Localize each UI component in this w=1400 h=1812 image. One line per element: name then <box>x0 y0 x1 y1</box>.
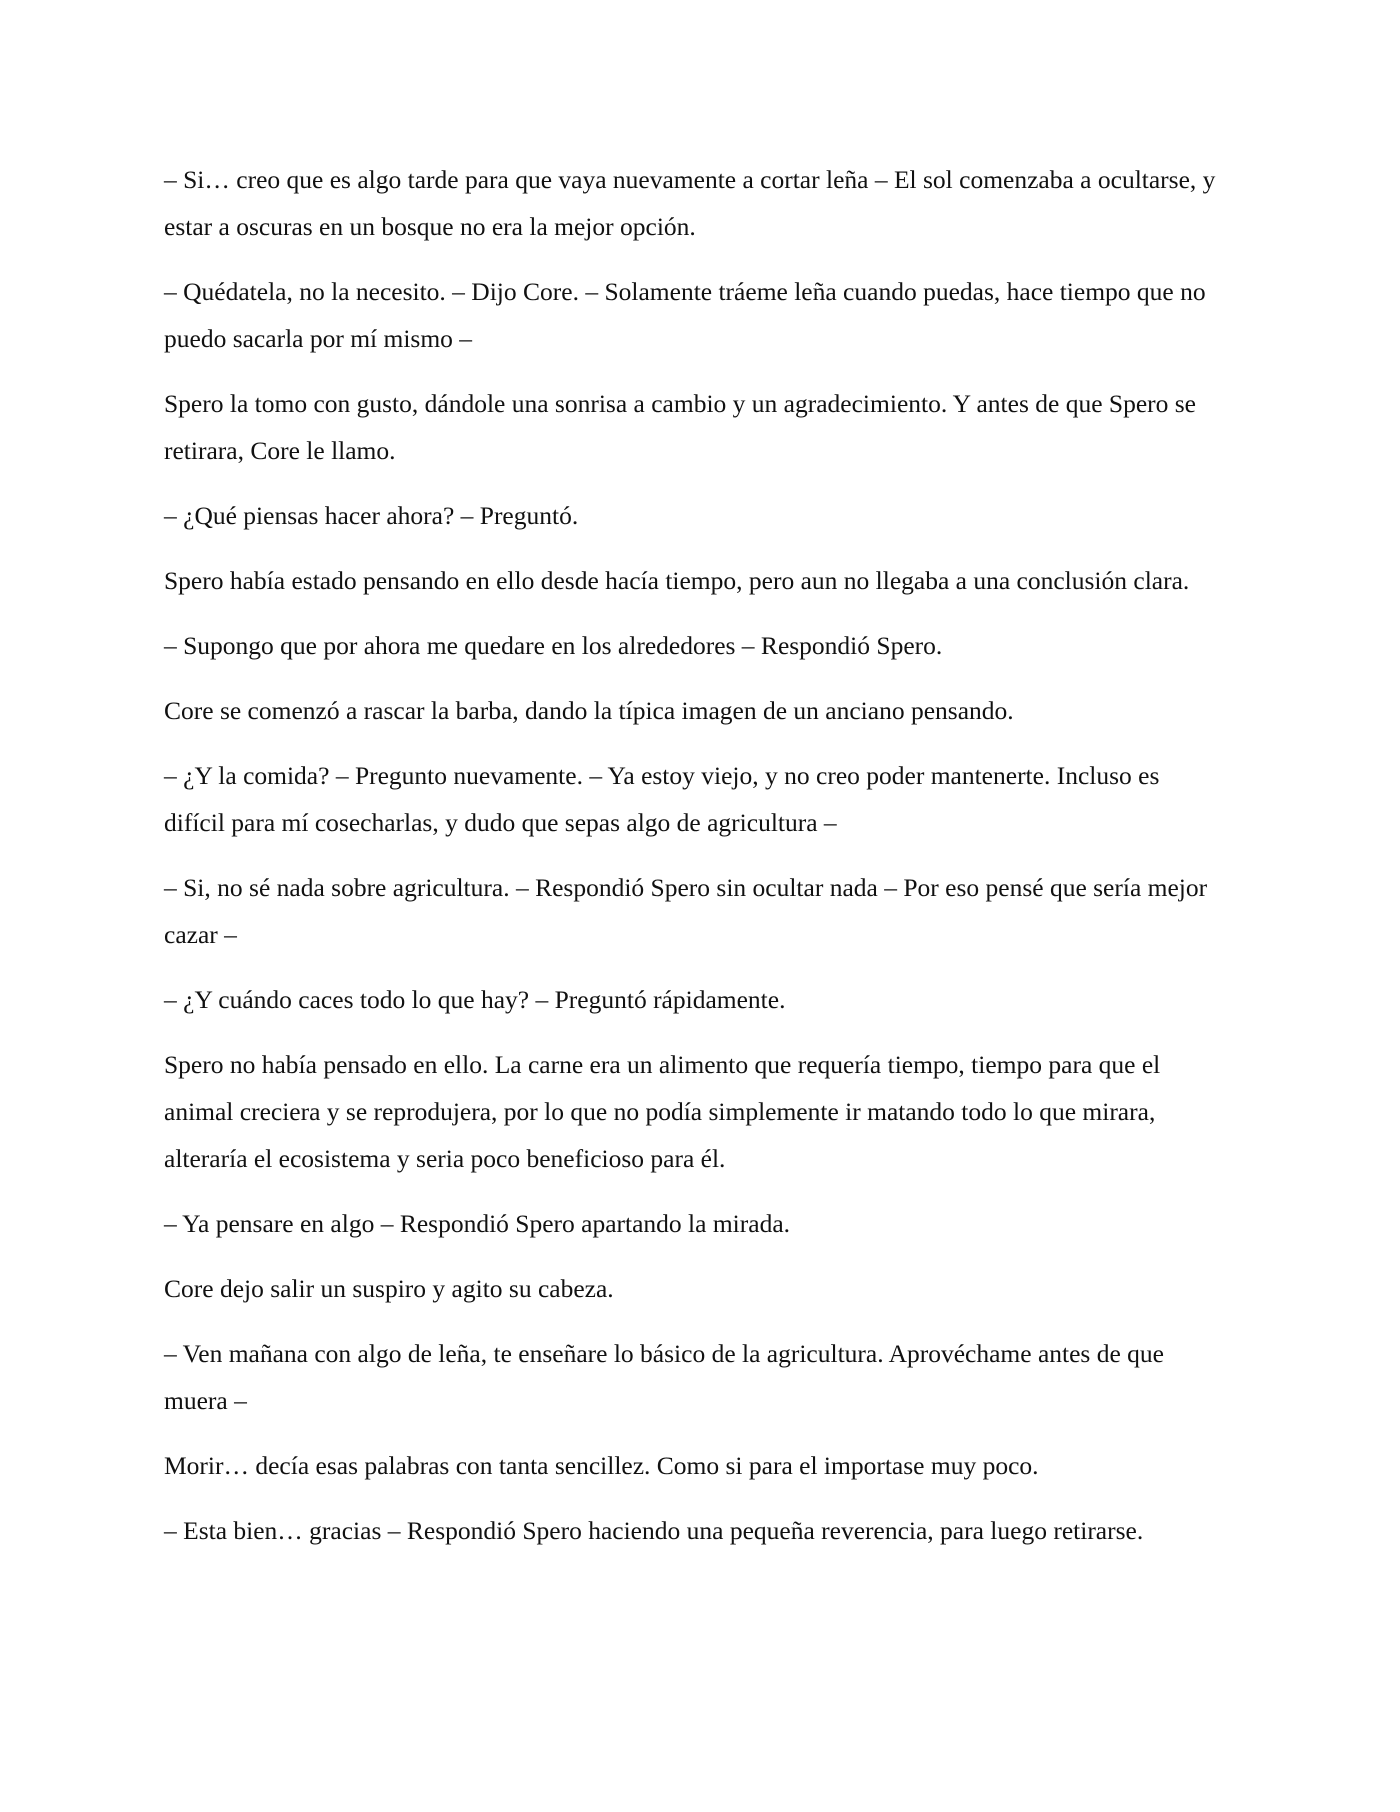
paragraph: Morir… decía esas palabras con tanta sencillez. Como si para el importase muy poco. <box>164 1451 1039 1480</box>
paragraph: – ¿Y cuándo caces todo lo que hay? – Preguntó rápidamente. <box>164 985 786 1014</box>
paragraph: – ¿Y la comida? – Pregunto nuevamente. – Ya estoy viejo, y no creo poder mantenerte. Incluso es difícil para mí cosecharlas, y dudo que sepas algo de agricultura – <box>164 761 1160 837</box>
document-body <box>164 156 1224 1572</box>
paragraph: Core se comenzó a rascar la barba, dando la típica imagen de un anciano pensando. <box>164 696 1014 725</box>
paragraph: Spero la tomo con gusto, dándole una sonrisa a cambio y un agradecimiento. Y antes de que Spero se retirara, Core le llamo. <box>164 389 1197 465</box>
paragraph: – Quédatela, no la necesito. – Dijo Core. – Solamente tráeme leña cuando puedas, hace tiempo que no puedo sacarla por mí mismo – <box>164 277 1206 353</box>
paragraph: – ¿Qué piensas hacer ahora? – Preguntó. <box>164 501 579 530</box>
paragraph: – Ya pensare en algo – Respondió Spero apartando la mirada. <box>164 1209 791 1238</box>
paragraph: – Si… creo que es algo tarde para que vaya nuevamente a cortar leña – El sol comenzaba a ocultarse, y estar a oscuras en un bosque no era la mejor opción. <box>164 165 1216 241</box>
paragraph: Spero no había pensado en ello. La carne era un alimento que requería tiempo, tiempo para que el animal creciera y se reprodujera, por lo que no podía simplemente ir matando todo lo que mirara, alteraría el ecosistema y seria poco beneficioso para él. <box>164 1050 1161 1173</box>
paragraph: – Si, no sé nada sobre agricultura. – Respondió Spero sin ocultar nada – Por eso pensé que sería mejor cazar – <box>164 873 1208 949</box>
paragraph: Spero había estado pensando en ello desde hacía tiempo, pero aun no llegaba a una conclusión clara. <box>164 566 1190 595</box>
paragraph: – Supongo que por ahora me quedare en los alrededores – Respondió Spero. <box>164 631 943 660</box>
paragraph: Core dejo salir un suspiro y agito su cabeza. <box>164 1274 614 1303</box>
paragraph: – Esta bien… gracias – Respondió Spero haciendo una pequeña reverencia, para luego retirarse. <box>164 1516 1144 1545</box>
paragraph: – Ven mañana con algo de leña, te enseñare lo básico de la agricultura. Aprovéchame antes de que muera – <box>164 1339 1164 1415</box>
